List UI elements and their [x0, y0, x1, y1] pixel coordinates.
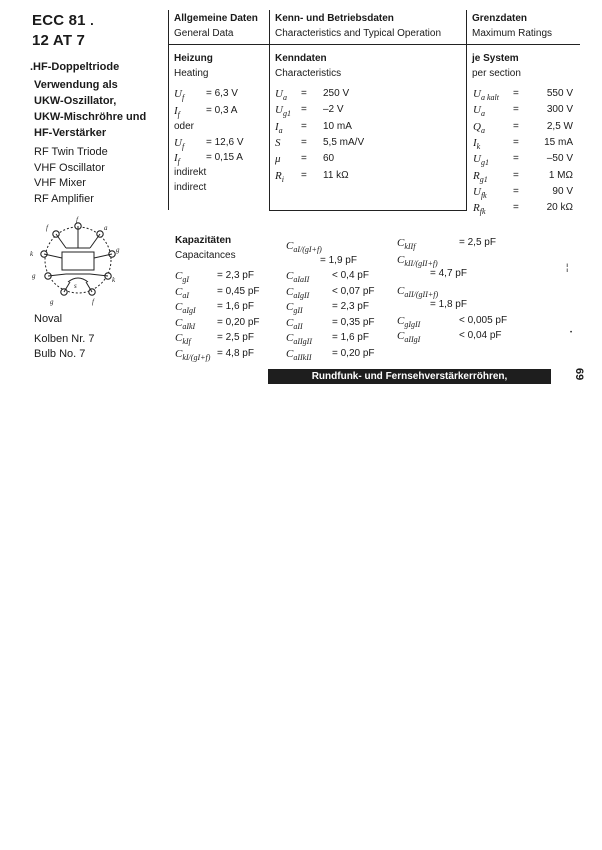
svg-text:f: f — [76, 216, 78, 224]
limits-title-en: per section — [472, 68, 521, 79]
symbol: C — [175, 332, 183, 345]
cap-row — [175, 316, 260, 331]
symbol-sub: aIIgI — [404, 335, 421, 344]
symbol-sub: i — [281, 174, 284, 184]
bulb-en: Bulb No. 7 — [34, 348, 86, 360]
symbol-sub: gI — [182, 275, 190, 284]
symbol: I — [473, 136, 477, 149]
kenndaten-row — [275, 136, 365, 151]
heating-row: $U_f$ = 12,6 V — [174, 137, 244, 151]
bulb-de: Kolben Nr. 7 — [34, 333, 95, 345]
symbol: R — [275, 169, 282, 182]
value: 2,5 W — [546, 120, 573, 132]
equals: = — [301, 120, 307, 132]
speck: • — [570, 330, 573, 336]
svg-text:g: g — [116, 246, 120, 254]
divider — [269, 10, 270, 210]
page-number: 69 — [573, 368, 585, 381]
symbol-sub: kIIf — [404, 242, 416, 251]
symbol: U — [473, 153, 481, 166]
col-general-en: General Data — [174, 28, 234, 39]
cap-row — [286, 270, 369, 284]
symbol-sub: aIIgII — [293, 337, 312, 347]
symbol: U — [473, 104, 481, 117]
symbol-sub: gIgII — [404, 320, 421, 329]
limit-row — [473, 186, 573, 200]
heating-indirect-en: indirect — [174, 182, 207, 193]
symbol: C — [397, 315, 405, 327]
symbol-sub: a — [480, 125, 485, 135]
symbol-sub: kIf — [182, 337, 191, 347]
symbol: U — [275, 104, 283, 117]
symbol-sub: g1 — [479, 174, 488, 184]
kenndaten-row — [275, 153, 335, 167]
limit-row — [473, 104, 573, 118]
value: < 0,4 pF — [332, 270, 369, 281]
symbol: C — [397, 285, 405, 297]
heating-row: $I_f$ = 0,15 A — [174, 152, 243, 166]
value: = 4,8 pF — [217, 348, 254, 359]
value: 550 V — [546, 88, 573, 99]
cap-row — [397, 254, 438, 268]
value: = 2,5 pF — [459, 237, 496, 248]
equals: = — [301, 104, 307, 116]
symbol: C — [286, 240, 294, 252]
symbol-sub: aIIkII — [293, 353, 312, 362]
equals: = — [513, 169, 519, 181]
cap-row — [175, 270, 254, 284]
de-uses: Verwendung als UKW-Oszillator, UKW-Mischröhre und HF-Verstärker — [34, 79, 147, 139]
symbol: C — [175, 301, 183, 314]
cap-row — [286, 332, 369, 347]
symbol-sub: aIgI — [182, 306, 196, 316]
symbol-sub: k — [476, 141, 481, 151]
symbol-sub: aII — [293, 321, 303, 331]
value: = 1,6 pF — [217, 301, 254, 313]
cap-row — [286, 285, 375, 300]
col-limits-en: Maximum Ratings — [472, 28, 553, 39]
symbol: C — [175, 270, 183, 282]
value: = 0,20 pF — [332, 348, 375, 359]
symbol-sub: a — [278, 125, 283, 135]
svg-text:g: g — [32, 272, 36, 280]
symbol: C — [397, 330, 405, 342]
value: < 0,04 pF — [459, 330, 502, 341]
symbol-sub: a — [480, 109, 485, 119]
svg-text:a: a — [104, 224, 108, 232]
svg-text:s: s — [74, 282, 77, 290]
pin-diagram — [28, 216, 128, 306]
symbol: C — [175, 316, 183, 329]
svg-text:g: g — [50, 298, 54, 306]
cap-row — [286, 348, 375, 362]
value: –50 V — [546, 153, 573, 165]
svg-text:k: k — [112, 276, 116, 284]
tube-type: ECC 81 . — [32, 12, 94, 29]
value: 5,5 mA/V — [323, 136, 365, 148]
symbol-sub: a — [282, 93, 287, 102]
symbol: I — [275, 120, 279, 133]
cap-row — [397, 285, 438, 299]
limit-row — [473, 202, 573, 216]
symbol: C — [175, 348, 183, 360]
symbol-sub: fk — [479, 207, 486, 217]
value: 60 — [323, 153, 335, 165]
kenndaten-row — [275, 88, 350, 102]
equals: = — [513, 120, 519, 132]
cap-title-en: Capacitances — [175, 250, 236, 261]
symbol-sub: gII — [293, 306, 303, 316]
value: –2 V — [323, 104, 344, 116]
heating-row: $I_f$ = 0,3 A — [174, 105, 238, 119]
symbol: C — [286, 285, 294, 298]
kenndaten-row — [275, 120, 352, 135]
symbol: μ — [275, 153, 281, 166]
value: = 1,9 pF — [320, 255, 357, 266]
limit-row — [473, 137, 573, 151]
value: 15 mA — [544, 136, 573, 148]
value: = 0,45 pF — [217, 285, 260, 297]
value: 10 mA — [323, 120, 352, 132]
value: 300 V — [546, 104, 573, 116]
heating-row: $U_f$ = 6,3 V — [174, 88, 238, 102]
symbol-sub: aIaII — [293, 275, 310, 284]
divider — [269, 210, 467, 211]
cap-row — [397, 237, 496, 251]
symbol: S — [275, 136, 281, 149]
equals: = — [513, 202, 519, 214]
equals: = — [301, 136, 307, 148]
symbol: C — [175, 285, 183, 298]
equals: = — [513, 88, 519, 99]
cap-row — [286, 240, 357, 266]
tube-alt-type: 12 AT 7 — [32, 32, 86, 49]
divider — [168, 10, 169, 210]
footer-band: Rundfunk- und Fernsehverstärkerröhren, Gleichrichterröhren — [268, 369, 551, 384]
heating-indirect-de: indirekt — [174, 167, 207, 178]
value: = 1,8 pF — [430, 299, 467, 310]
svg-text:f: f — [46, 224, 48, 232]
divider — [466, 10, 467, 210]
limit-row — [473, 88, 573, 102]
svg-text:f: f — [92, 298, 94, 306]
symbol: C — [286, 270, 294, 282]
col-limits-de: Grenzdaten — [472, 13, 528, 24]
limit-row — [473, 170, 573, 184]
value: = 4,7 pF — [430, 268, 467, 279]
equals: = — [301, 88, 307, 99]
limits-title-de: je System — [472, 53, 519, 64]
de-title: .HF-Doppeltriode — [30, 61, 120, 73]
equals: = — [513, 104, 519, 116]
heating-title-en: Heating — [174, 68, 209, 79]
cap-row — [397, 315, 508, 329]
heating-or: oder — [174, 121, 195, 132]
base-name: Noval — [34, 313, 63, 325]
divider — [168, 44, 580, 45]
cap-row — [175, 348, 254, 362]
equals: = — [513, 136, 519, 148]
symbol: C — [397, 237, 405, 249]
symbol: U — [275, 88, 283, 100]
symbol-sub: g1 — [282, 109, 291, 119]
kenndaten-row — [275, 104, 344, 119]
col-char-en: Characteristics and Typical Operation — [275, 28, 442, 39]
cap-row — [175, 285, 260, 300]
cap-row — [286, 316, 375, 331]
equals: = — [513, 185, 519, 197]
value: = 2,5 pF — [217, 332, 254, 344]
symbol: R — [473, 202, 480, 215]
value: 11 kΩ — [323, 169, 349, 181]
symbol-sub: a kalt — [480, 93, 499, 102]
value: < 0,005 pF — [459, 315, 508, 326]
kenndaten-title-en: Characteristics — [275, 68, 342, 79]
value: = 0,20 pF — [217, 316, 260, 328]
value: < 0,07 pF — [332, 285, 375, 297]
symbol-sub: kII/(gII+f) — [404, 259, 438, 268]
cap-row — [175, 332, 254, 347]
symbol-sub: aIgII — [293, 290, 310, 300]
symbol-sub: aIkI — [182, 321, 196, 331]
symbol: C — [286, 332, 294, 345]
cap-row — [175, 301, 254, 316]
cap-row — [286, 301, 369, 316]
en-uses: RF Twin Triode VHF Oscillator VHF Mixer RF Amplifier — [34, 146, 108, 205]
equals: = — [513, 153, 519, 165]
kenndaten-title-de: Kenndaten — [275, 53, 327, 64]
heating-title-de: Heizung — [174, 53, 213, 64]
symbol: C — [286, 301, 294, 314]
svg-text:k: k — [30, 250, 34, 258]
limit-row — [473, 121, 573, 135]
symbol-sub: kI/(gI+f) — [182, 353, 211, 362]
speck: ¦ — [566, 262, 569, 272]
value: = 2,3 pF — [217, 270, 254, 281]
value: = 0,35 pF — [332, 316, 375, 328]
col-general-de: Allgemeine Daten — [174, 13, 258, 24]
limit-row — [473, 153, 573, 167]
value: 250 V — [323, 88, 350, 99]
value: = 2,3 pF — [332, 301, 369, 313]
symbol: U — [473, 88, 481, 100]
value: 1 MΩ — [548, 169, 573, 181]
symbol: R — [473, 169, 480, 182]
symbol: C — [286, 316, 294, 329]
kenndaten-row — [275, 169, 349, 184]
cap-title-de: Kapazitäten — [175, 235, 232, 246]
symbol: Q — [473, 120, 481, 133]
equals: = — [301, 153, 307, 165]
symbol-sub: fk — [480, 190, 487, 200]
equals: = — [301, 169, 307, 181]
col-char-de: Kenn- und Betriebsdaten — [275, 13, 394, 24]
value: 20 kΩ — [546, 202, 573, 214]
value: 90 V — [552, 185, 573, 197]
symbol-sub: aII/(gII+f) — [404, 290, 439, 299]
value: = 1,6 pF — [332, 332, 369, 344]
symbol-sub: g1 — [480, 158, 489, 168]
symbol-sub: aI/(gI+f) — [293, 245, 322, 254]
symbol: C — [286, 348, 294, 360]
symbol: U — [473, 185, 481, 198]
symbol-sub: aI — [182, 290, 190, 300]
symbol: C — [397, 254, 405, 266]
cap-row — [397, 330, 502, 344]
